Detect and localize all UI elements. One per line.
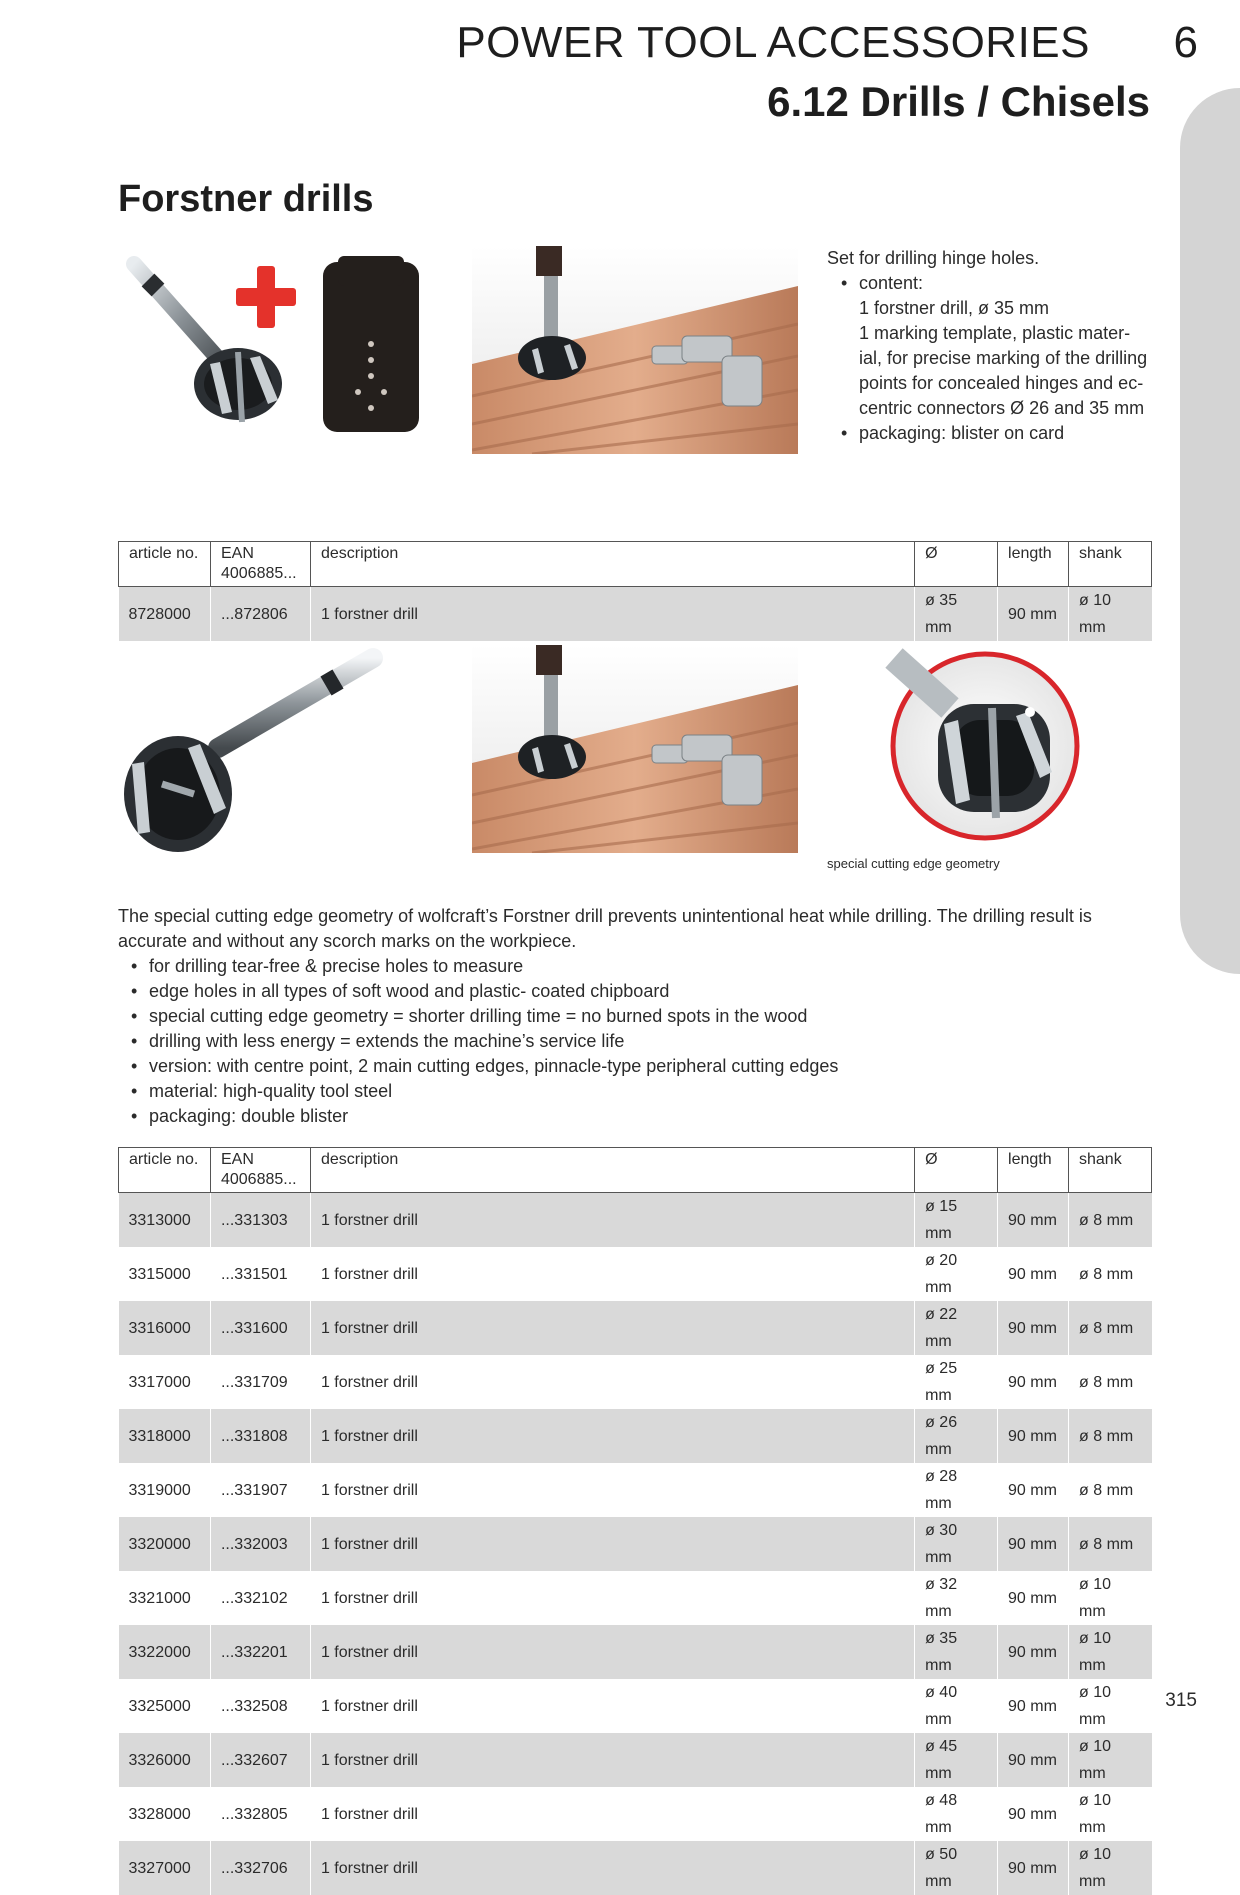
table-header-row bbox=[119, 542, 1152, 587]
cell-length: 90 mm bbox=[998, 1679, 1069, 1733]
cell-article-no: 3326000 bbox=[119, 1733, 211, 1787]
cell-article-no: 3317000 bbox=[119, 1355, 211, 1409]
table-row bbox=[119, 1301, 1152, 1355]
cell-shank: ø 8 mm bbox=[1069, 1193, 1152, 1248]
page-number: 315 bbox=[1165, 1690, 1197, 1712]
cell-diameter: ø 50 mm bbox=[915, 1841, 998, 1895]
cell-ean: ...331303 bbox=[210, 1193, 310, 1248]
cell-shank: ø 10 mm bbox=[1069, 587, 1152, 642]
table-header-row bbox=[119, 1148, 1152, 1193]
col-ean bbox=[210, 542, 310, 587]
chapter-number: 6 bbox=[1174, 18, 1198, 68]
col-length: length bbox=[998, 542, 1069, 587]
cell-shank: ø 10 mm bbox=[1069, 1679, 1152, 1733]
cell-length: 90 mm bbox=[998, 1247, 1069, 1301]
cell-article-no: 3313000 bbox=[119, 1193, 211, 1248]
list-item: • material: high-quality tool steel bbox=[149, 1079, 1158, 1104]
cell-article-no: 3320000 bbox=[119, 1517, 211, 1571]
content-line: 1 forstner drill, ø 35 mm bbox=[859, 296, 1157, 321]
content-line: points for concealed hinges and ec- bbox=[859, 371, 1157, 396]
cell-ean: ...331808 bbox=[210, 1409, 310, 1463]
cell-diameter: ø 35 mm bbox=[915, 587, 998, 642]
table-row bbox=[119, 1193, 1152, 1248]
cell-length: 90 mm bbox=[998, 1733, 1069, 1787]
set-description bbox=[827, 246, 1157, 446]
cell-description: 1 forstner drill bbox=[310, 1355, 914, 1409]
cell-shank: ø 8 mm bbox=[1069, 1409, 1152, 1463]
cell-ean: ...872806 bbox=[210, 587, 310, 642]
list-item: • packaging: double blister bbox=[149, 1104, 1158, 1129]
set-article-table-body bbox=[119, 587, 1152, 642]
cell-diameter: ø 30 mm bbox=[915, 1517, 998, 1571]
cell-length: 90 mm bbox=[998, 1571, 1069, 1625]
cell-shank: ø 10 mm bbox=[1069, 1571, 1152, 1625]
chapter-side-tab bbox=[1180, 88, 1240, 974]
cell-description: 1 forstner drill bbox=[310, 1463, 914, 1517]
col-ean-line1: EAN bbox=[221, 544, 300, 564]
drill-article-table-body bbox=[119, 1193, 1152, 1895]
cell-shank: ø 8 mm bbox=[1069, 1301, 1152, 1355]
cell-description: 1 forstner drill bbox=[310, 1517, 914, 1571]
table-row bbox=[119, 1355, 1152, 1409]
cell-length: 90 mm bbox=[998, 1409, 1069, 1463]
section-title: Forstner drills bbox=[118, 178, 374, 221]
list-item-label: packaging: blister on card bbox=[859, 423, 1064, 443]
table-row bbox=[119, 1571, 1152, 1625]
cell-description: 1 forstner drill bbox=[310, 1733, 914, 1787]
cell-description: 1 forstner drill bbox=[310, 1787, 914, 1841]
table-row bbox=[119, 1787, 1152, 1841]
cell-description: 1 forstner drill bbox=[310, 1679, 914, 1733]
cell-shank: ø 10 mm bbox=[1069, 1625, 1152, 1679]
cell-diameter: ø 22 mm bbox=[915, 1301, 998, 1355]
cell-length: 90 mm bbox=[998, 1841, 1069, 1895]
table-row bbox=[119, 1679, 1152, 1733]
cell-ean: ...331709 bbox=[210, 1355, 310, 1409]
set-description-list bbox=[827, 271, 1157, 296]
table-row bbox=[119, 1463, 1152, 1517]
cell-description: 1 forstner drill bbox=[310, 1247, 914, 1301]
cell-ean: ...332607 bbox=[210, 1733, 310, 1787]
list-item: • special cutting edge geometry = shorter drilling time = no burned spots in the wood bbox=[149, 1004, 1158, 1029]
drilling-hinge-photo-2 bbox=[472, 645, 798, 853]
cell-diameter: ø 40 mm bbox=[915, 1679, 998, 1733]
cell-shank: ø 10 mm bbox=[1069, 1733, 1152, 1787]
cell-ean: ...331501 bbox=[210, 1247, 310, 1301]
cell-article-no: 3328000 bbox=[119, 1787, 211, 1841]
drill-set-product-image bbox=[118, 244, 434, 444]
cell-length: 90 mm bbox=[998, 1463, 1069, 1517]
table-row bbox=[119, 587, 1152, 642]
cell-length: 90 mm bbox=[998, 1787, 1069, 1841]
list-item-label: content: bbox=[859, 273, 923, 293]
drill-article-table bbox=[118, 1147, 1152, 1895]
table-row bbox=[119, 1409, 1152, 1463]
col-article-no: article no. bbox=[119, 542, 211, 587]
list-item bbox=[859, 421, 1157, 446]
col-diameter: Ø bbox=[915, 1148, 998, 1193]
cell-article-no: 3321000 bbox=[119, 1571, 211, 1625]
cell-ean: ...332805 bbox=[210, 1787, 310, 1841]
col-shank: shank bbox=[1069, 542, 1152, 587]
set-article-table bbox=[118, 541, 1152, 641]
product-description bbox=[118, 904, 1158, 1129]
cell-diameter: ø 15 mm bbox=[915, 1193, 998, 1248]
cell-article-no: 8728000 bbox=[119, 587, 211, 642]
cell-ean: ...332003 bbox=[210, 1517, 310, 1571]
forstner-drill-image bbox=[118, 644, 388, 864]
cell-diameter: ø 32 mm bbox=[915, 1571, 998, 1625]
table-row bbox=[119, 1733, 1152, 1787]
cell-article-no: 3318000 bbox=[119, 1409, 211, 1463]
cell-ean: ...331907 bbox=[210, 1463, 310, 1517]
cell-article-no: 3327000 bbox=[119, 1841, 211, 1895]
cell-diameter: ø 45 mm bbox=[915, 1733, 998, 1787]
list-item: • drilling with less energy = extends the machine’s service life bbox=[149, 1029, 1158, 1054]
cell-ean: ...332706 bbox=[210, 1841, 310, 1895]
cell-article-no: 3316000 bbox=[119, 1301, 211, 1355]
cell-length: 90 mm bbox=[998, 1517, 1069, 1571]
set-description-intro: Set for drilling hinge holes. bbox=[827, 246, 1157, 271]
content-line: 1 marking template, plastic mater- bbox=[859, 321, 1157, 346]
cell-description: 1 forstner drill bbox=[310, 1193, 914, 1248]
cutting-edge-closeup-image bbox=[880, 648, 1100, 844]
cell-description: 1 forstner drill bbox=[310, 1409, 914, 1463]
content-details bbox=[827, 296, 1157, 421]
table-row bbox=[119, 1517, 1152, 1571]
cell-ean: ...332508 bbox=[210, 1679, 310, 1733]
cell-description: 1 forstner drill bbox=[310, 1301, 914, 1355]
list-item: • for drilling tear-free & precise holes to measure bbox=[149, 954, 1158, 979]
table-row bbox=[119, 1841, 1152, 1895]
list-item: • edge holes in all types of soft wood and plastic- coated chipboard bbox=[149, 979, 1158, 1004]
cell-article-no: 3322000 bbox=[119, 1625, 211, 1679]
cell-ean: ...332201 bbox=[210, 1625, 310, 1679]
plus-icon bbox=[236, 266, 296, 328]
content-line: ial, for precise marking of the drilling bbox=[859, 346, 1157, 371]
cell-article-no: 3315000 bbox=[119, 1247, 211, 1301]
cell-ean: ...331600 bbox=[210, 1301, 310, 1355]
cell-length: 90 mm bbox=[998, 1625, 1069, 1679]
cell-article-no: 3325000 bbox=[119, 1679, 211, 1733]
cell-diameter: ø 25 mm bbox=[915, 1355, 998, 1409]
cell-description: 1 forstner drill bbox=[310, 1841, 914, 1895]
description-paragraph: The special cutting edge geometry of wolfcraft’s Forstner drill prevents unintentional heat while drilling. The drilling result is accurate and without any scorch marks on the workpiece. bbox=[118, 904, 1158, 954]
cell-description: 1 forstner drill bbox=[310, 1571, 914, 1625]
cell-shank: ø 8 mm bbox=[1069, 1463, 1152, 1517]
cell-shank: ø 8 mm bbox=[1069, 1355, 1152, 1409]
cell-diameter: ø 35 mm bbox=[915, 1625, 998, 1679]
list-item: • version: with centre point, 2 main cutting edges, pinnacle-type peripheral cutting edges bbox=[149, 1054, 1158, 1079]
cell-diameter: ø 48 mm bbox=[915, 1787, 998, 1841]
cell-diameter: ø 28 mm bbox=[915, 1463, 998, 1517]
cell-diameter: ø 20 mm bbox=[915, 1247, 998, 1301]
cell-article-no: 3319000 bbox=[119, 1463, 211, 1517]
cell-ean: ...332102 bbox=[210, 1571, 310, 1625]
cell-description: 1 forstner drill bbox=[310, 587, 914, 642]
col-ean-line2: 4006885... bbox=[221, 1170, 300, 1190]
col-article-no: article no. bbox=[119, 1148, 211, 1193]
cell-shank: ø 10 mm bbox=[1069, 1787, 1152, 1841]
cell-shank: ø 8 mm bbox=[1069, 1517, 1152, 1571]
cell-diameter: ø 26 mm bbox=[915, 1409, 998, 1463]
image-caption: special cutting edge geometry bbox=[827, 856, 1000, 871]
col-ean-line2: 4006885... bbox=[221, 564, 300, 584]
set-description-list bbox=[827, 421, 1157, 446]
header-subtitle: 6.12 Drills / Chisels bbox=[767, 78, 1150, 126]
header-title: POWER TOOL ACCESSORIES bbox=[456, 18, 1090, 68]
col-description: description bbox=[310, 542, 914, 587]
col-shank: shank bbox=[1069, 1148, 1152, 1193]
cell-length: 90 mm bbox=[998, 587, 1069, 642]
feature-list bbox=[118, 954, 1158, 1129]
cell-length: 90 mm bbox=[998, 1355, 1069, 1409]
cell-description: 1 forstner drill bbox=[310, 1625, 914, 1679]
col-ean bbox=[210, 1148, 310, 1193]
cell-shank: ø 10 mm bbox=[1069, 1841, 1152, 1895]
col-diameter: Ø bbox=[915, 542, 998, 587]
sparkle-icon bbox=[1025, 707, 1035, 717]
cell-length: 90 mm bbox=[998, 1193, 1069, 1248]
drilling-hinge-photo bbox=[472, 246, 798, 454]
table-row bbox=[119, 1625, 1152, 1679]
col-description: description bbox=[310, 1148, 914, 1193]
col-length: length bbox=[998, 1148, 1069, 1193]
list-item bbox=[859, 271, 1157, 296]
cell-shank: ø 8 mm bbox=[1069, 1247, 1152, 1301]
col-ean-line1: EAN bbox=[221, 1150, 300, 1170]
table-row bbox=[119, 1247, 1152, 1301]
content-line: centric connectors Ø 26 and 35 mm bbox=[859, 396, 1157, 421]
cell-length: 90 mm bbox=[998, 1301, 1069, 1355]
